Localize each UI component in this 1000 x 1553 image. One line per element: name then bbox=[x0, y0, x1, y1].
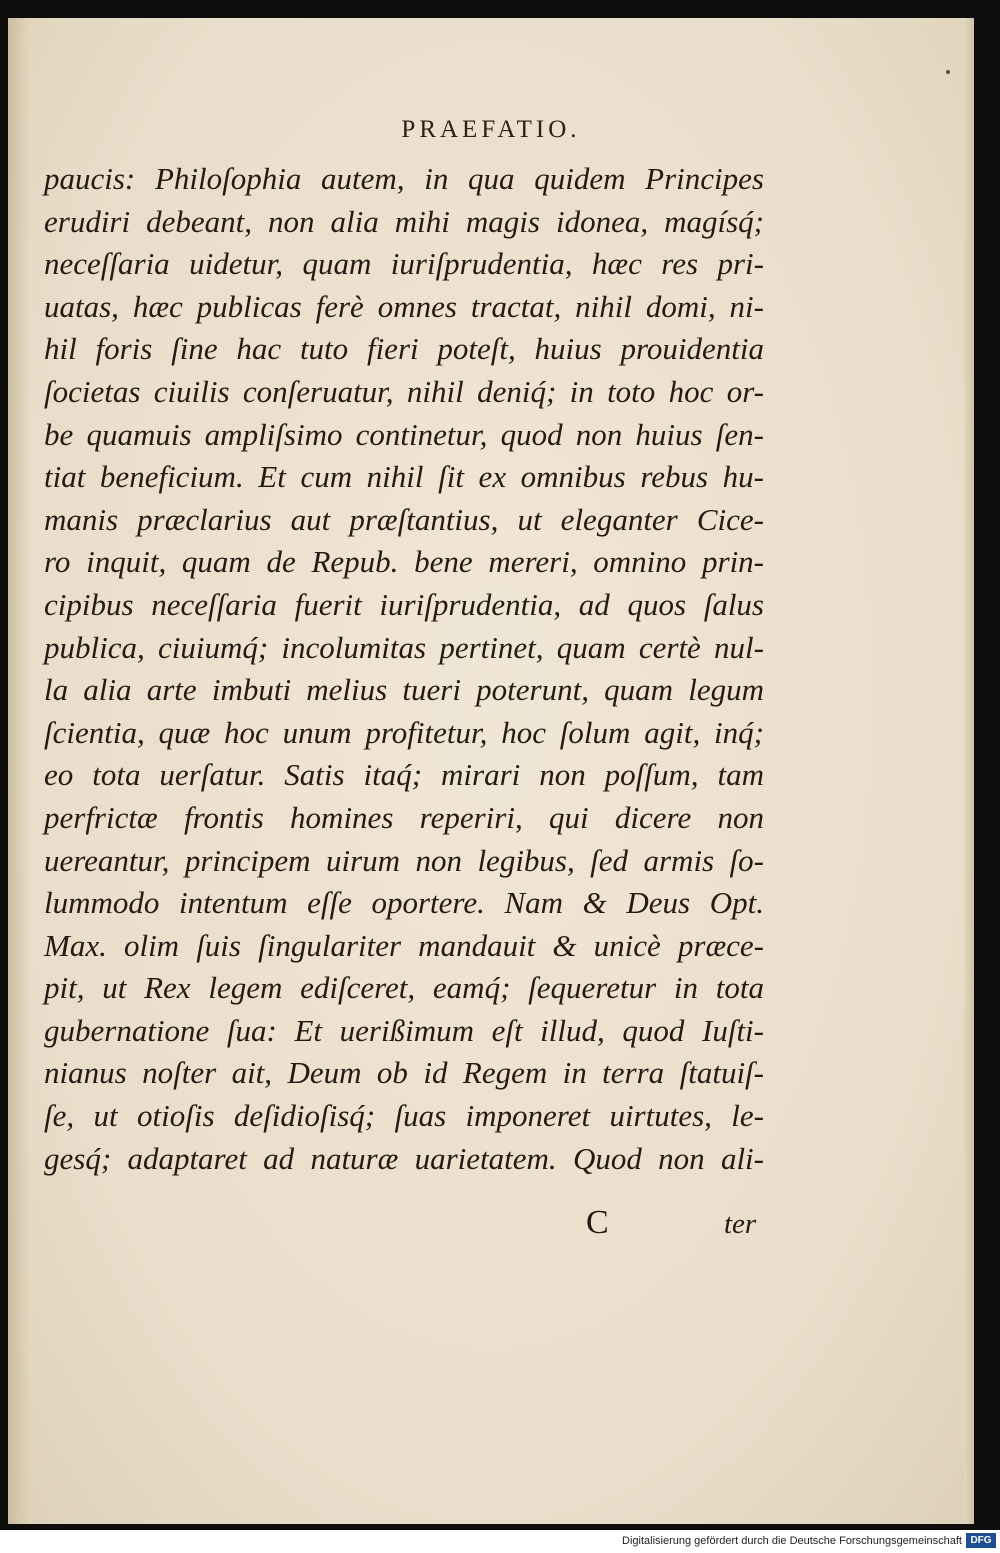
text-block bbox=[44, 158, 764, 1180]
text-line: publica, ciuiumq́; incolumitas pertinet, quam certè nul- bbox=[44, 629, 764, 665]
text-line: uereantur, principem uirum non legibus, ſed armis ſo- bbox=[44, 842, 764, 878]
text-line: neceſſaria uidetur, quam iuriſprudentia, hæc res pri- bbox=[44, 246, 764, 282]
text-line: gubernatione ſua: Et uerißimum eſt illud, quod Iuſti- bbox=[44, 1012, 764, 1048]
text-line: perfrictæ frontis homines reperiri, qui dicere non bbox=[44, 799, 764, 835]
funding-credit: Digitalisierung gefördert durch die Deutsche Forschungsgemeinschaft bbox=[622, 1535, 962, 1547]
signature-mark: C bbox=[586, 1204, 609, 1241]
text-line: cipibus neceſſaria fuerit iuriſprudentia, ad quos ſalus bbox=[44, 586, 764, 622]
text-line: tiat beneficium. Et cum nihil ſit ex omnibus rebus hu- bbox=[44, 459, 764, 495]
gutter-shadow bbox=[8, 18, 30, 1524]
running-head: PRAEFATIO. bbox=[401, 116, 581, 143]
text-line: ſe, ut otioſis deſidioſisq́; ſuas imponeret uirtutes, le- bbox=[44, 1098, 764, 1134]
text-line: eo tota uerſatur. Satis itaq́; mirari non poſſum, tam bbox=[44, 757, 764, 793]
text-line: ſcientia, quæ hoc unum profitetur, hoc ſolum agit, inq́; bbox=[44, 714, 764, 750]
text-line: ſocietas ciuilis conſeruatur, nihil deniq́; in toto hoc or- bbox=[44, 373, 764, 409]
text-line: pit, ut Rex legem ediſceret, eamq́; ſequeretur in tota bbox=[44, 970, 764, 1006]
text-line: erudiri debeant, non alia mihi magis idonea, magísq́; bbox=[44, 203, 764, 239]
text-line: ro inquit, quam de Repub. bene mereri, omnino prin- bbox=[44, 544, 764, 580]
text-line: nianus noſter ait, Deum ob id Regem in terra ſtatuiſ- bbox=[44, 1055, 764, 1091]
paper-speck bbox=[946, 70, 950, 74]
book-page bbox=[8, 18, 974, 1524]
footer-bar bbox=[0, 1530, 1000, 1553]
text-line: lummodo intentum eſſe oportere. Nam & Deus Opt. bbox=[44, 885, 764, 921]
dfg-logo-icon: DFG bbox=[966, 1533, 996, 1548]
text-line: be quamuis ampliſsimo continetur, quod non huius ſen- bbox=[44, 416, 764, 452]
text-line: gesq́; adaptaret ad naturæ uarietatem. Quod non ali- bbox=[44, 1140, 764, 1176]
text-line: hil foris ſine hac tuto fieri poteſt, huius prouidentia bbox=[44, 331, 764, 367]
text-line: uatas, hæc publicas ferè omnes tractat, nihil domi, ni- bbox=[44, 288, 764, 324]
text-line: paucis: Philoſophia autem, in qua quidem Principes bbox=[44, 161, 764, 196]
catchword: ter bbox=[724, 1208, 757, 1240]
page-edge bbox=[964, 18, 974, 1524]
text-line: Max. olim ſuis ſingulariter mandauit & unicè præce- bbox=[44, 927, 764, 963]
text-line: la alia arte imbuti melius tueri poterunt, quam legum bbox=[44, 672, 764, 708]
text-line: manis præclarius aut præſtantius, ut eleganter Cice- bbox=[44, 501, 764, 537]
